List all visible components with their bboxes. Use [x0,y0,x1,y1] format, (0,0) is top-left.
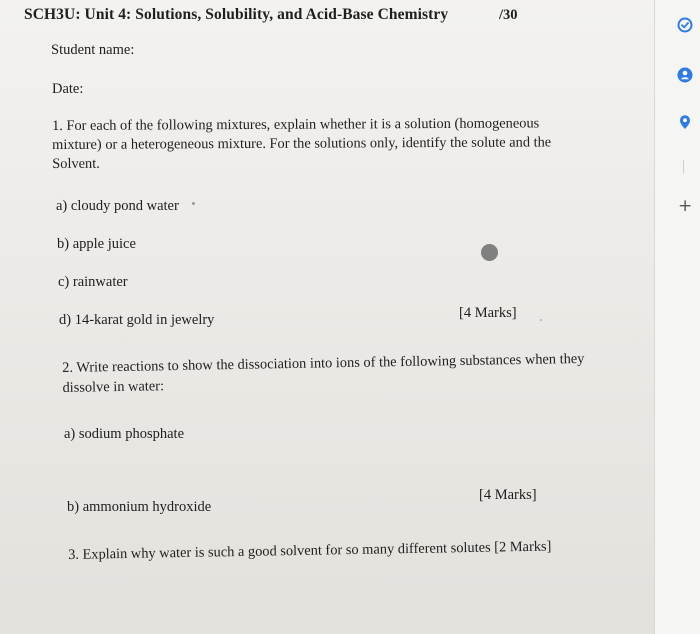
location-pin-icon[interactable] [677,114,693,130]
question-3-text: 3. Explain why water is such a good solvent for so many different solutes [2 Marks] [67,538,552,563]
question-1-item-b: b) apple juice [57,236,136,252]
speck-mark [540,319,542,321]
speck-mark [192,202,195,205]
person-icon[interactable] [677,67,693,83]
worksheet-title: SCH3U: Unit 4: Solutions, Solubility, and Acid-Base Chemistry [24,6,449,23]
total-score: /30 [499,7,518,23]
check-circle-icon[interactable] [677,17,693,33]
question-2-item-a: a) sodium phosphate [64,426,185,442]
question-1-text: 1. For each of the following mixtures, explain whether it is a solution (homogeneous mixture) or a heterogeneous mixture. For the solutions only, identify the solute and the Solvent. [52,115,552,172]
question-1-item-c: c) rainwater [58,274,128,290]
question-1-marks: [4 Marks] [459,305,517,321]
student-name-label: Student name: [51,42,135,58]
question-2-text: 2. Write reactions to show the dissociation into ions of the following substances when they dissolve in water: [62,350,585,396]
question-2-item-b: b) ammonium hydroxide [67,499,212,515]
date-label: Date: [52,81,84,97]
question-1-item-a: a) cloudy pond water [56,198,179,214]
gray-dot [481,244,498,261]
toolbar-divider [683,160,684,174]
right-toolbar [654,0,700,634]
question-1-item-d: d) 14-karat gold in jewelry [59,312,215,328]
plus-icon[interactable]: + [678,196,693,216]
question-2-marks: [4 Marks] [479,487,537,503]
